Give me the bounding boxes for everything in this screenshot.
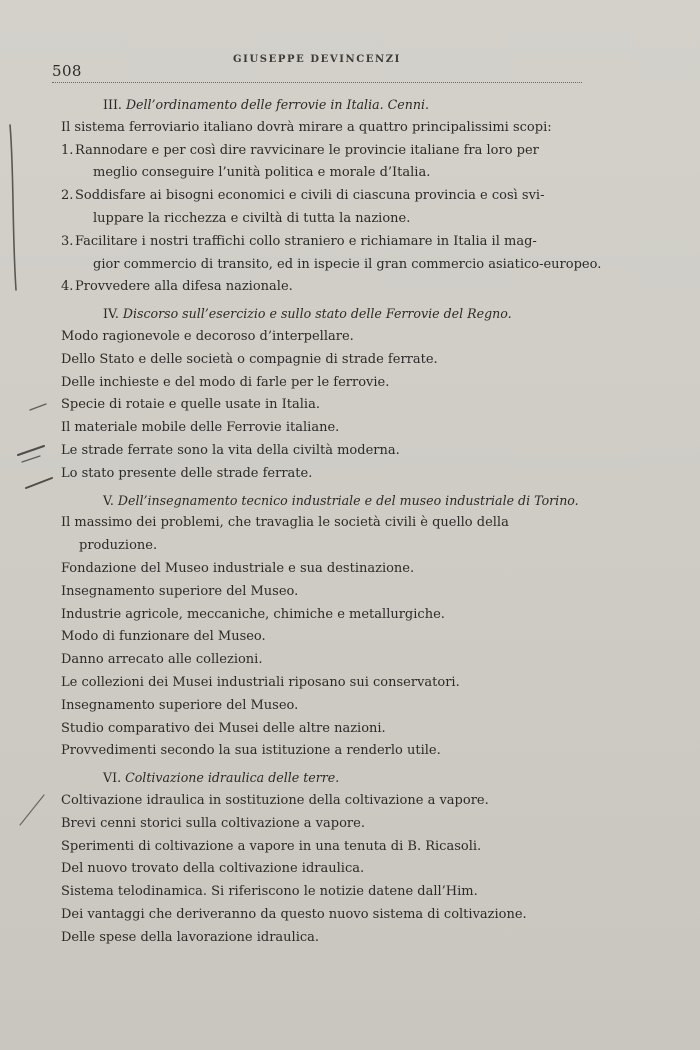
- running-head: [52, 52, 582, 83]
- content-line: Coltivazione idraulica in sostituzione della coltivazione a vapore.: [61, 792, 489, 808]
- content-line: Dello Stato e delle società o compagnie di strade ferrate.: [61, 351, 438, 367]
- section-v: [61, 490, 591, 764]
- section-numeral: IV.: [103, 306, 119, 322]
- item-line: gior commercio di transito, ed in ispecie il gran commercio asiatico-europeo.: [93, 256, 602, 272]
- section-numeral: III.: [103, 97, 122, 112]
- content-line: Industrie agricole, meccaniche, chimiche e metallurgiche.: [61, 606, 445, 622]
- numbered-item: [61, 185, 591, 231]
- content-line: Del nuovo trovato della coltivazione idraulica.: [61, 861, 365, 877]
- item-line: meglio conseguire l’unità politica e morale d’Italia.: [93, 165, 431, 181]
- section-heading: [103, 303, 591, 326]
- section-iii: [61, 94, 602, 299]
- page-body: [61, 94, 602, 949]
- content-line: Il materiale mobile delle Ferrovie italiane.: [61, 420, 340, 436]
- section-title: Dell’ordinamento delle ferrovie in Italia. Cenni.: [125, 97, 429, 112]
- item-number: 2.: [61, 188, 74, 204]
- section-heading: [103, 94, 591, 117]
- section-title: Discorso sull’esercizio e sullo stato delle Ferrovie del Regno.: [122, 306, 512, 322]
- content-line: Sistema telodinamica. Si riferiscono le notizie datene dall’Him.: [61, 884, 478, 900]
- numbered-item: [61, 231, 602, 277]
- content-line: Delle spese della lavorazione idraulica.: [61, 929, 320, 945]
- content-line: Le collezioni dei Musei industriali riposano sui conservatori.: [61, 674, 460, 690]
- section-vi: [61, 767, 591, 949]
- pencil-bracket-mark: [10, 125, 16, 290]
- item-line: Soddisfare ai bisogni economici e civili di ciascuna provincia e così svi-: [75, 188, 545, 204]
- numbered-item: [61, 140, 591, 186]
- content-line: Provvedimenti secondo la sua istituzione a renderlo utile.: [61, 743, 441, 759]
- item-line: luppare la ricchezza e civiltà di tutta la nazione.: [93, 210, 411, 226]
- content-line: Specie di rotaie e quelle usate in Italia.: [61, 397, 320, 413]
- section-heading: [103, 767, 591, 790]
- content-line: Modo ragionevole e decoroso d’interpellare.: [61, 328, 354, 344]
- content-line: Brevi cenni storici sulla coltivazione a vapore.: [61, 815, 365, 831]
- item-number: 1.: [61, 142, 74, 158]
- section-iv: [61, 303, 591, 485]
- item-number: 3.: [61, 233, 74, 249]
- running-title: GIUSEPPE DEVINCENZI: [233, 54, 401, 65]
- pencil-tick-mark: [18, 446, 44, 455]
- content-line: Fondazione del Museo industriale e sua destinazione.: [61, 560, 415, 576]
- item-line: Provvedere alla difesa nazionale.: [75, 279, 293, 295]
- content-line: Sperimenti di coltivazione a vapore in una tenuta di B. Ricasoli.: [61, 838, 482, 854]
- section-numeral: VI.: [103, 770, 122, 786]
- section-title: Dell’insegnamento tecnico industriale e del museo industriale di Torino.: [117, 492, 579, 508]
- pencil-tick-mark: [22, 456, 40, 462]
- content-line: Insegnamento superiore del Museo.: [61, 583, 299, 599]
- section-intro: Il sistema ferroviario italiano dovrà mirare a quattro principalissimi scopi:: [61, 119, 552, 135]
- item-line: Facilitare i nostri traffichi collo straniero e richiamare in Italia il mag-: [75, 233, 537, 249]
- section-heading: [103, 490, 591, 513]
- content-line: Le strade ferrate sono la vita della civiltà moderna.: [61, 442, 400, 458]
- content-line: Delle inchieste e del modo di farle per le ferrovie.: [61, 374, 390, 390]
- content-line: Insegnamento superiore del Museo.: [61, 697, 299, 713]
- pencil-tick-mark: [26, 478, 52, 488]
- item-line: Rannodare e per così dire ravvicinare le provincie italiane fra loro per: [75, 142, 539, 158]
- content-line: Il massimo dei problemi, che travaglia le società civili è quello della: [61, 515, 509, 531]
- content-line: Lo stato presente delle strade ferrate.: [61, 465, 313, 481]
- page-number: 508: [52, 62, 82, 80]
- item-number: 4.: [61, 279, 74, 295]
- pencil-tick-mark: [30, 404, 46, 410]
- content-line: Danno arrecato alle collezioni.: [61, 652, 263, 668]
- numbered-item: [61, 276, 591, 299]
- section-title: Coltivazione idraulica delle terre.: [125, 770, 340, 786]
- content-line: Studio comparativo dei Musei delle altre nazioni.: [61, 720, 386, 736]
- content-line: Dei vantaggi che deriveranno da questo nuovo sistema di coltivazione.: [61, 906, 527, 922]
- pencil-tick-mark: [20, 795, 44, 825]
- content-line: Modo di funzionare del Museo.: [61, 629, 266, 645]
- section-numeral: V.: [103, 492, 114, 508]
- content-line: produzione.: [79, 538, 158, 554]
